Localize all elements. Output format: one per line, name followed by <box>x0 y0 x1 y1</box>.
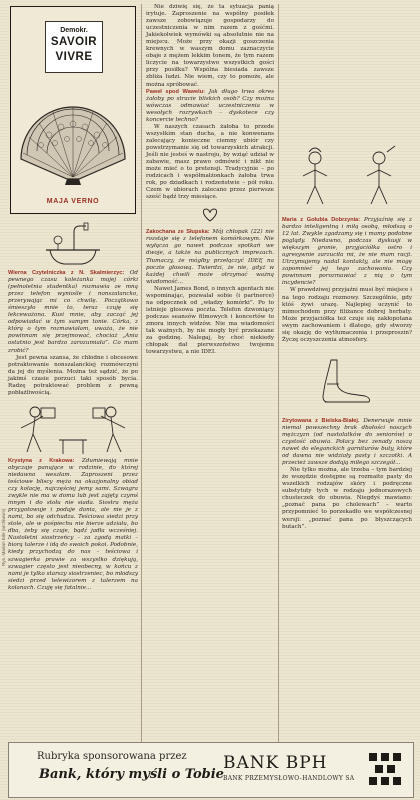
letter-author: Zakochana ze Słupska: <box>146 229 210 236</box>
sponsor-banner <box>8 742 414 798</box>
letter-author: Paweł spod Wawelu: <box>146 88 205 95</box>
letter-author: Wierna Czytelniczka z N. Skalmierzyc: <box>8 270 125 276</box>
letter-question: Jak długo trwa okres żałoby po stracie bliskich osób? Czy można wówczas odmawiać uczestniczenia w wesołych rozrywkach – dyskotece czy koncercie techno? <box>146 88 274 123</box>
letter-answer: Jest pewna szansa, że chłodne i obcesowe potraktowanie nonszalanckiej rozmówczyni da jej do myślenia. Można też sądzić, że po jakimś czasie porzuci taki sposób bycia. Radzę potraktować problem z pewną pobłażliwością. <box>8 354 138 396</box>
column-divider <box>278 4 279 742</box>
fan-illustration <box>11 67 135 187</box>
column-right <box>282 4 412 531</box>
bank-full-name: BANK PRZEMYSŁOWO-HANDLOWY SA <box>223 775 355 782</box>
letter-answer: W naszych czasach żałoba to przede wszystkim stan ducha, a nie konwenans zalecający konieczne ciemny ubiór czy powstrzymanie się od towarzyskich atrakcji. Jeśli nie jesteś w nastroju, by wziąć udział w zabawie, masz prawo odmówić i nikt nie może mieć o to pretensji. Tradycyjnie – po rodzicach i współmałżonkach żałoba trwa rok, po dziadkach i rodzeństwie – pół roku. Czem w ubiorach zalecano przez pierwsze sześć bądź trzy miesiące. <box>146 123 274 201</box>
bank-name: BANK BPH <box>223 753 328 773</box>
column-title-line2: SAVOIR <box>50 36 98 49</box>
figures-sketch-illustration <box>287 142 407 212</box>
heart-ornament-icon <box>200 207 220 223</box>
column-header-box <box>10 6 136 214</box>
letter-answer: Nawet James Bond, o innych agentach nie wspominając, pozwalał sobie (i partnerce) na odpocznek od „władzy komórki”. Po to istnieje głosowa poczta. Telefon dzwoniący podczas seansów filmowych i koncertów to zmora innych widzów. Nie ma wiadomości tak ważnych, by nie mogły być przekazane za godzinę. Nalegaj, by choć niekiedy chłopak dał pierwszeństwo twojemu towarzystwu, a nie IDEI. <box>146 285 274 356</box>
sponsor-slogan: Bank, który myśli o Tobie <box>39 767 224 782</box>
shoe-sketch-illustration <box>317 354 377 410</box>
letter-author: Zirytowana z Bielska-Białej. <box>282 417 360 424</box>
letter-answer: Nie dziwię się, że ta sytuacja panią irytuje. Zaproszenie na wspólny posiłek zawsze zobowiązuje gospodarzy do uczestniczenia w nim razem z gośćmi. Jakiekolwiek wymówki są absolutnie nie na miejscu. Może przy okazji goszczenia krewnych w waszym domu zaznaczycie obaje z mężem lekkim tonem, że tym razem liczycie na towarzystwo wszystkich gości przy posiłku? Wspólna biesiada zawsze zbliża ludzi. Nie wiem, czy to pomoże, ale można spróbować. <box>146 4 274 88</box>
letter-question: Mój chłopak (22) nie rozstaje się z telefonem komórkowym. Nie wyłącza go nawet podczas spotkań we dwoje, a także na publicznych imprezach. Tłumaczy, że mógłby przełączyć IDEĘ na poczte głosową. Twierdzi, że nie, gdyż w każdej chwili może otrzymać ważną wiadomość... <box>146 229 274 285</box>
column-title-label <box>45 21 103 73</box>
illustration-credit: Rys. Marian Eile (archiwum) <box>1 508 6 566</box>
column-middle <box>146 4 274 356</box>
people-sketch-illustration <box>13 402 133 458</box>
letter-question: Od pewnego czasu koleżanka mojej córki (pełnoletnia studentka) rozmawia ze mną przez telefon wyniośle i nonszalancko, przerywając mi co chwilę. Początkowo śmieszyło mnie to, teraz czuję się lekceważona. Kusi mnie, aby zacząć jej odpowiadać w tym samym tonie. Córka, z którą o tym rozmawiałam, uważa, że nie powinnam się przejmować, chociaż „Ania ostatnio jest bardzo zarozumiała”. Co mam zrobić? <box>8 270 138 354</box>
letter-answer: W prawdziwej przyjaźni musi być miejsce i na tego rodzaju rozmowy. Szczególnie, gdy któś żywi urazę. Najlepiej uczynić to mimochodem przy filiżance dobrej herbaty. Może przyjaciółka też czuje się zakłopotana swym zachowaniem i dlatego, gdy stworzy się okazję do wytłumaczenia i przeproszin? Życzę oczyszczenia atmosfery. <box>282 287 412 343</box>
letter-answer: Nie tylko można, ale trzeba – tym bardziej że wszędzie dostępne są rozmaite pasty do wszelkich rodzajów skóry i podręczne substytuty tych w rodzaju jednorazowych chusteczek do obuwia. Niegdyś mawiano: „poznać pana po cholewach” – warto przypomnieć to porzekadło we współczesnej wersji: „poznać pana po błyszczących butach”. <box>282 467 412 530</box>
column-title-line1: Demokr. <box>60 27 88 34</box>
column-left <box>8 4 138 592</box>
column-title-line3: VIVRE <box>55 51 93 64</box>
letter-question: Zdumiewają mnie obyczaje panujące w rodzinie, do której niedawno weszłam. Zaproszeni przez teściowe bliscy męża na okazjonalny obiad czy kolację, najczęściej jemy sami. Szwagra zwykle nie ma w domu lub jest zajęty czymś innym i do stołu nie siada. Siostra męża przygotowuje i podaje dania, ale nie je z nami, bo się odchudza. Teściowa siedzi przy stole, ale w pośpiechu nie bierze udziału, bo dba, żeby się czuje, bądź jadła wcześniej. Nastoletni siostrzeńcy – za zgodą matki – biorą talerze i idą do swoich pokoi. Podobnie, kiedy przychodzą do nas – teściowa i szwagierka prawie za wszystko dziękują, szwagier często jest nieobecny, w końcu z nami je tylko starszy siostrzeniec, bo młodszy siedzi przed telewizorem z talerzem na kolanach. Czuję się fatalnie... <box>8 457 139 591</box>
column-author: MAJA VERNO <box>46 197 100 205</box>
sink-sketch-illustration <box>38 220 108 270</box>
letter-question: Denerwuje mnie niemal powszechny brak dbałości naszych mężczyzn (od nastolatków do seniorów) o czystość obuwia. Połacy bez zenady noszą nawet do eleganckich garniturów buty, które od dawna nie widziały pasty i szczotki. A przecież zawsze dodają miłego szczegół... <box>282 417 412 467</box>
bank-logo-icon <box>365 749 405 789</box>
letter-author: Maria z Gołubia Dobrzynia: <box>282 217 361 223</box>
sponsor-subtitle: Rubryka sponsorowana przez <box>37 751 187 762</box>
letter-question: Przyjaźnię się z bardzo inteligentną i miłą osobą, młodszą o 12 lat. Zwykle zgadzamy się i mamy podobne poglądy. Niedawno, podczas dyskusji w większym gronie, przyjaciółka ostro i agresywnie zarzuciła mi, że nie mam racji. Utrzymujemy nadal kontakty, ale nie mogę zapomnieć jej tego zachowania. Czy powinnam porozmawiać z nią o tym incydencie? <box>282 217 412 287</box>
column-divider <box>141 4 142 742</box>
letter-author: Krystyna z Krakowa: <box>8 457 75 464</box>
